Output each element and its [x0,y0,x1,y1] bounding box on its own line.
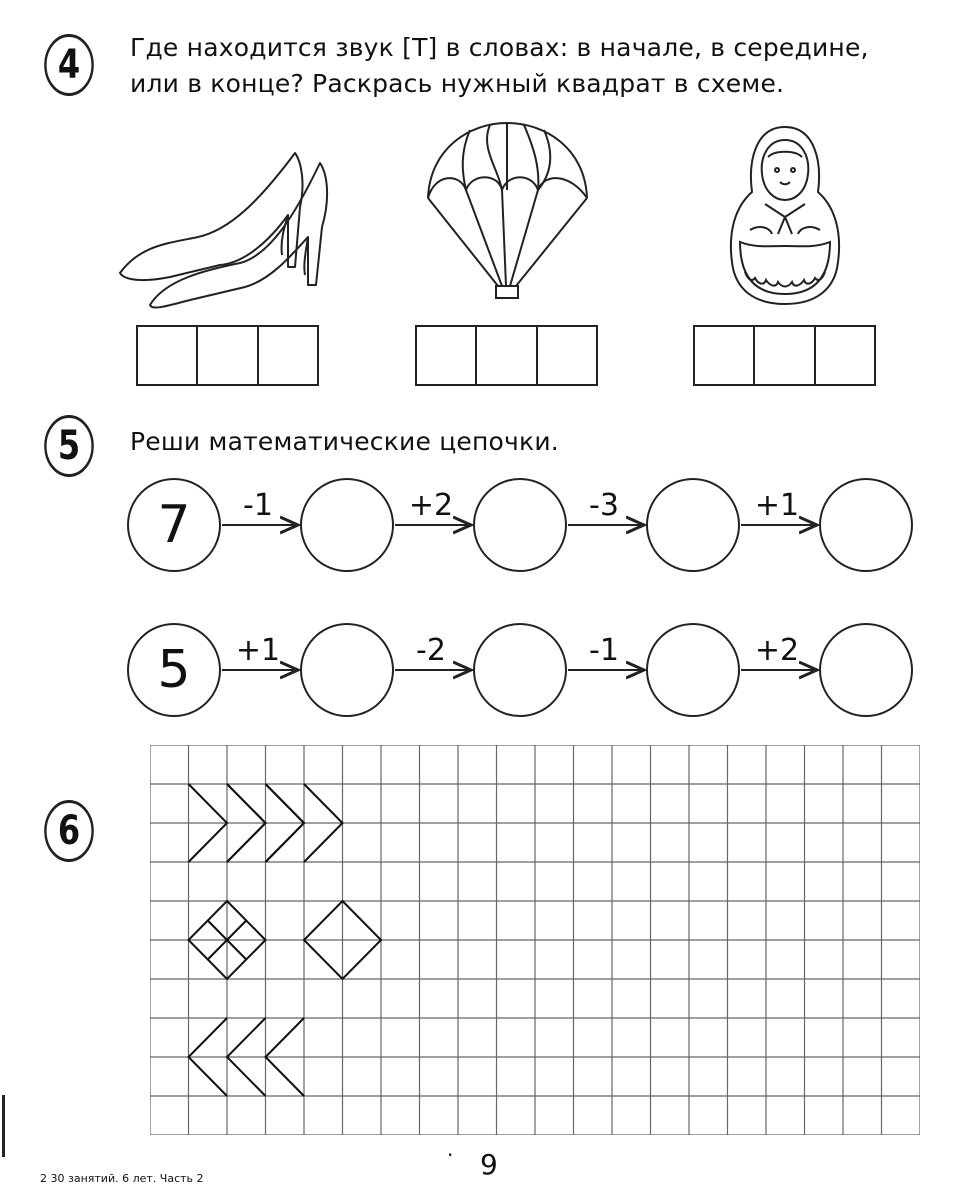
pattern-grid[interactable] [150,745,920,1135]
chain-1-op-4: +1 [754,488,800,523]
chain-2-op-2: -2 [416,633,446,668]
chain-1-answer-3[interactable] [646,478,740,572]
task-6-number: 6 [44,800,94,862]
chain-2-answer-2[interactable] [473,623,567,717]
chain-1-op-1: -1 [243,488,273,523]
task-4-number: 4 [44,34,94,96]
chain-2-op-1: +1 [235,633,281,668]
chain-2-start: 5 [127,623,221,717]
task-5-title: Реши математические цепочки. [130,427,559,456]
chain-1-answer-4[interactable] [819,478,913,572]
task-4-text-line-2: или в конце? Раскрась нужный квадрат в схеме. [130,69,785,98]
chain-2-answer-3[interactable] [646,623,740,717]
chain-1-op-3: -3 [589,488,619,523]
task-5-number: 5 [44,415,94,477]
chain-1-op-2: +2 [408,488,454,523]
task-4-text-line-1: Где находится звук [Т] в словах: в начале, в середине, [130,33,869,62]
page-dot: · [447,1143,454,1167]
chain-2-op-4: +2 [754,633,800,668]
page-number: 9 [480,1148,498,1181]
chain-1-answer-2[interactable] [473,478,567,572]
book-footer: 2 30 занятий. 6 лет. Часть 2 [40,1172,204,1185]
margin-bar [2,1095,5,1157]
chain-2-answer-4[interactable] [819,623,913,717]
chain-1-start: 7 [127,478,221,572]
chain-2-answer-1[interactable] [300,623,394,717]
chain-2-op-3: -1 [589,633,619,668]
chain-1-answer-1[interactable] [300,478,394,572]
